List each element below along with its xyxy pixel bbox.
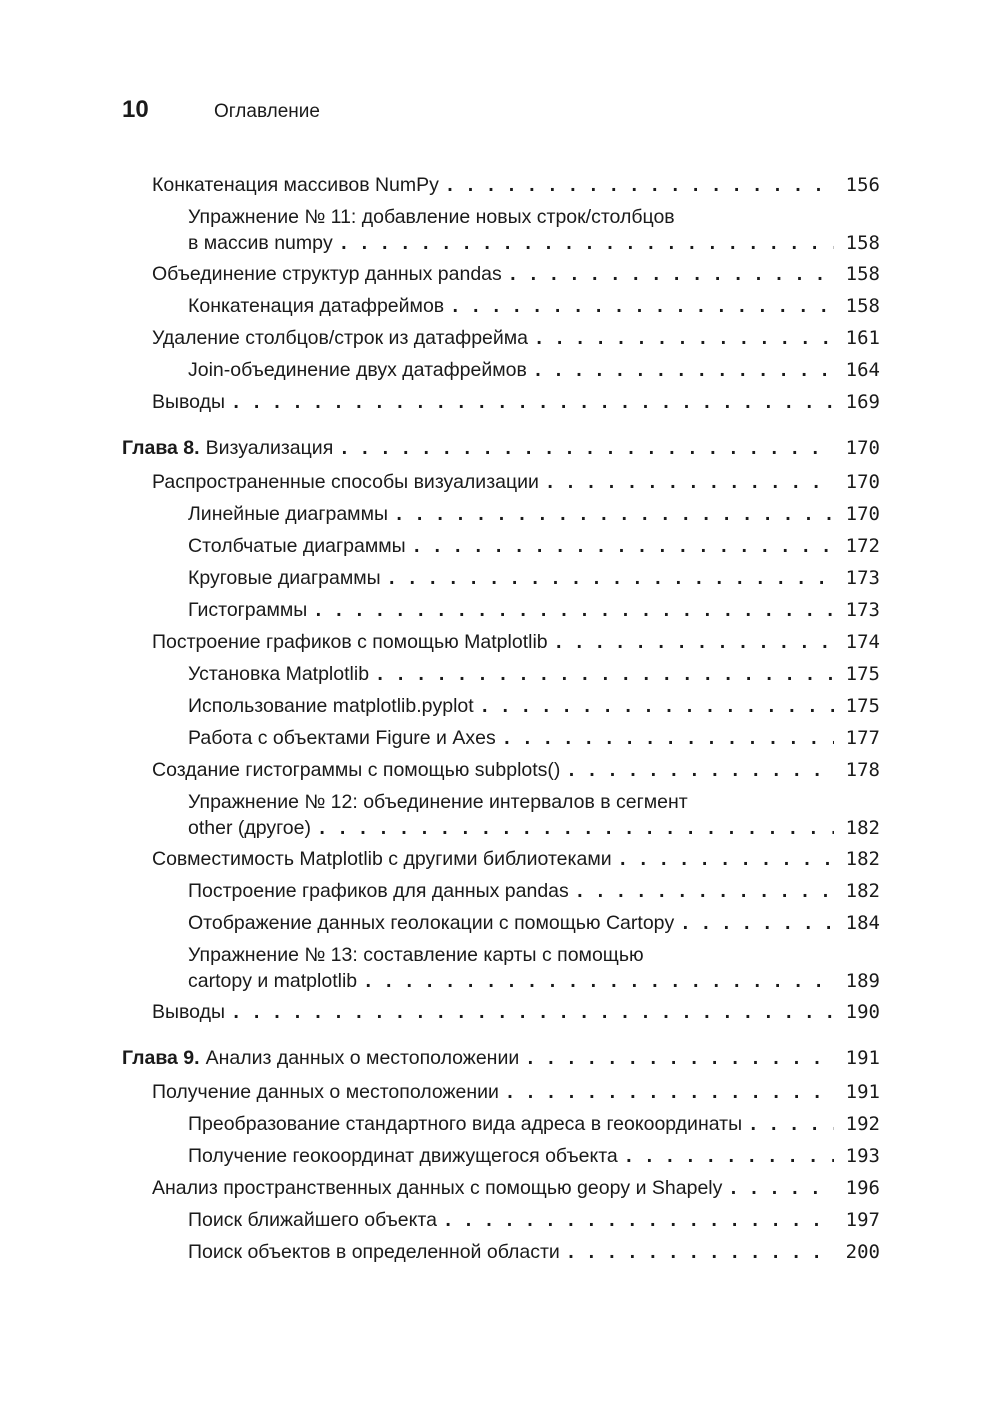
toc-entry: [188, 533, 880, 565]
toc-page-number: 182: [845, 817, 880, 839]
toc-entry: [188, 293, 880, 325]
toc-chapter-entry: [122, 435, 880, 469]
toc-entry-title: Установка Matplotlib: [188, 663, 370, 685]
toc-entry: [188, 942, 880, 999]
toc-entry: [188, 789, 880, 846]
toc-entry-title: Столбчатые диаграммы: [188, 535, 406, 557]
toc-entry: [188, 204, 880, 261]
toc-page-number: 177: [845, 727, 880, 749]
toc-entry: [188, 1207, 880, 1239]
toc-entry: [188, 661, 880, 693]
toc-chapter-entry: [122, 1045, 880, 1079]
toc-page-number: 197: [845, 1209, 880, 1231]
dot-leader: [680, 911, 834, 937]
dot-leader: [363, 969, 834, 995]
toc-entry-title: Распространенные способы визуализации: [152, 471, 539, 493]
dot-leader: [533, 358, 834, 384]
toc-entry-title: Круговые диаграммы: [188, 567, 381, 589]
toc-entry: [152, 172, 880, 204]
toc-entry-title: other (другое): [188, 817, 311, 839]
toc-page-number: 170: [845, 437, 880, 459]
toc-page-number: 191: [845, 1047, 880, 1069]
toc-entry-title: Отображение данных геолокации с помощью Cartopy: [188, 912, 675, 934]
toc-entry-title: Визуализация: [205, 437, 334, 459]
dot-leader: [339, 231, 834, 257]
dot-leader: [450, 294, 834, 320]
toc-entry-title: Конкатенация датафреймов: [188, 295, 445, 317]
toc-page-number: 184: [845, 912, 880, 934]
toc-entry: [188, 725, 880, 757]
toc-entry: [152, 389, 880, 421]
toc-page-number: 173: [845, 599, 880, 621]
toc-entry-title: Поиск ближайшего объекта: [188, 1209, 437, 1231]
toc-page-number: 178: [845, 759, 880, 781]
toc-entry-title: Линейные диаграммы: [188, 503, 388, 525]
toc-entry-title: Удаление столбцов/строк из датафрейма: [152, 327, 529, 349]
toc-entry: [152, 325, 880, 357]
toc-page-number: 191: [845, 1081, 880, 1103]
toc-page-number: 175: [845, 663, 880, 685]
toc-entry-title: Построение графиков для данных pandas: [188, 880, 569, 902]
toc-entry-title: Построение графиков с помощью Matplotlib: [152, 631, 548, 653]
toc-entry-title-line1: Упражнение № 12: объединение интервалов в сегмент: [188, 791, 688, 813]
toc-entry-title: Совместимость Matplotlib с другими библиотеками: [152, 848, 612, 870]
toc-page-number: 182: [845, 848, 880, 870]
toc-page-number: 182: [845, 880, 880, 902]
toc-page-number: 193: [845, 1145, 880, 1167]
toc-page-number: 172: [845, 535, 880, 557]
dot-leader: [505, 1080, 834, 1106]
dot-leader: [480, 694, 834, 720]
dot-leader: [313, 598, 834, 624]
dot-leader: [554, 630, 834, 656]
toc-entry: [188, 597, 880, 629]
dot-leader: [566, 758, 834, 784]
dot-leader: [728, 1176, 834, 1202]
toc-page-number: 190: [845, 1001, 880, 1023]
toc-entry: [188, 1239, 880, 1271]
dot-leader: [231, 1000, 834, 1026]
dot-leader: [748, 1112, 834, 1138]
dot-leader: [375, 662, 834, 688]
toc-entry-title: Выводы: [152, 391, 225, 413]
toc-entry-title: Работа с объектами Figure и Axes: [188, 727, 496, 749]
dot-leader: [394, 502, 834, 528]
toc-page-number: 189: [845, 970, 880, 992]
toc-entry: [188, 1111, 880, 1143]
toc-page-number: 174: [845, 631, 880, 653]
toc-entry-title-line1: Упражнение № 13: составление карты с помощью: [188, 944, 644, 966]
toc-entry-title: Преобразование стандартного вида адреса в геокоординаты: [188, 1113, 743, 1135]
dot-leader: [508, 262, 834, 288]
toc-entry-title: в массив numpy: [188, 232, 333, 254]
toc-entry-title: Выводы: [152, 1001, 225, 1023]
toc-entry: [188, 501, 880, 533]
running-title: Оглавление: [214, 101, 320, 122]
toc-entry: [152, 1079, 880, 1111]
dot-leader: [525, 1046, 834, 1072]
toc-page-number: 158: [845, 295, 880, 317]
dot-leader: [412, 534, 834, 560]
toc-page-number: 192: [845, 1113, 880, 1135]
page-header: [122, 96, 320, 126]
toc-entry-title: Конкатенация массивов NumPy: [152, 174, 439, 196]
toc-entry: [188, 565, 880, 597]
toc-chapter-label: Глава 8.: [122, 437, 200, 459]
toc-page-number: 156: [845, 174, 880, 196]
toc-entry-title: Объединение структур данных pandas: [152, 263, 502, 285]
dot-leader: [545, 470, 834, 496]
toc-entry: [188, 357, 880, 389]
dot-leader: [339, 436, 834, 462]
dot-leader: [445, 173, 834, 199]
toc-entry-title: Получение геокоординат движущегося объекта: [188, 1145, 618, 1167]
dot-leader: [443, 1208, 834, 1234]
dot-leader: [534, 326, 834, 352]
toc-page-number: 158: [845, 232, 880, 254]
dot-leader: [618, 847, 834, 873]
dot-leader: [502, 726, 834, 752]
toc-entry: [152, 1175, 880, 1207]
toc-entry-title: Анализ данных о местоположении: [205, 1047, 520, 1069]
toc-chapter-label: Глава 9.: [122, 1047, 200, 1069]
toc-entry-title: cartopy и matplotlib: [188, 970, 358, 992]
toc-page-number: 173: [845, 567, 880, 589]
dot-leader: [575, 879, 834, 905]
toc-entry: [152, 846, 880, 878]
toc-entry: [152, 469, 880, 501]
toc-entry-title: Анализ пространственных данных с помощью geopy и Shapely: [152, 1177, 723, 1199]
toc-entry: [152, 999, 880, 1031]
dot-leader: [624, 1144, 834, 1170]
toc-page-number: 196: [845, 1177, 880, 1199]
toc-entry: [152, 629, 880, 661]
dot-leader: [231, 390, 834, 416]
toc-entry: [188, 693, 880, 725]
toc-page-number: 169: [845, 391, 880, 413]
toc-entry-title: Гистограммы: [188, 599, 308, 621]
toc-entry-title-line1: Упражнение № 11: добавление новых строк/столбцов: [188, 206, 675, 228]
toc-entry-title: Join-объединение двух датафреймов: [188, 359, 527, 381]
toc-entry: [152, 757, 880, 789]
dot-leader: [317, 816, 834, 842]
toc-entry: [188, 910, 880, 942]
toc-page-number: 170: [845, 503, 880, 525]
toc-page-number: 170: [845, 471, 880, 493]
toc-page-number: 164: [845, 359, 880, 381]
toc-page-number: 200: [845, 1241, 880, 1263]
toc-entry: [188, 878, 880, 910]
page-number: 10: [122, 96, 149, 123]
toc-entry: [188, 1143, 880, 1175]
toc-page-number: 161: [845, 327, 880, 349]
toc-entry-title: Создание гистограммы с помощью subplots(): [152, 759, 561, 781]
toc-entry-title: Получение данных о местоположении: [152, 1081, 499, 1103]
toc-entry-title: Использование matplotlib.pyplot: [188, 695, 474, 717]
dot-leader: [566, 1240, 834, 1266]
toc-entry-title: Поиск объектов в определенной области: [188, 1241, 560, 1263]
dot-leader: [387, 566, 834, 592]
toc-page-number: 175: [845, 695, 880, 717]
toc-page-number: 158: [845, 263, 880, 285]
toc-entry: [152, 261, 880, 293]
table-of-contents: [122, 172, 880, 1271]
